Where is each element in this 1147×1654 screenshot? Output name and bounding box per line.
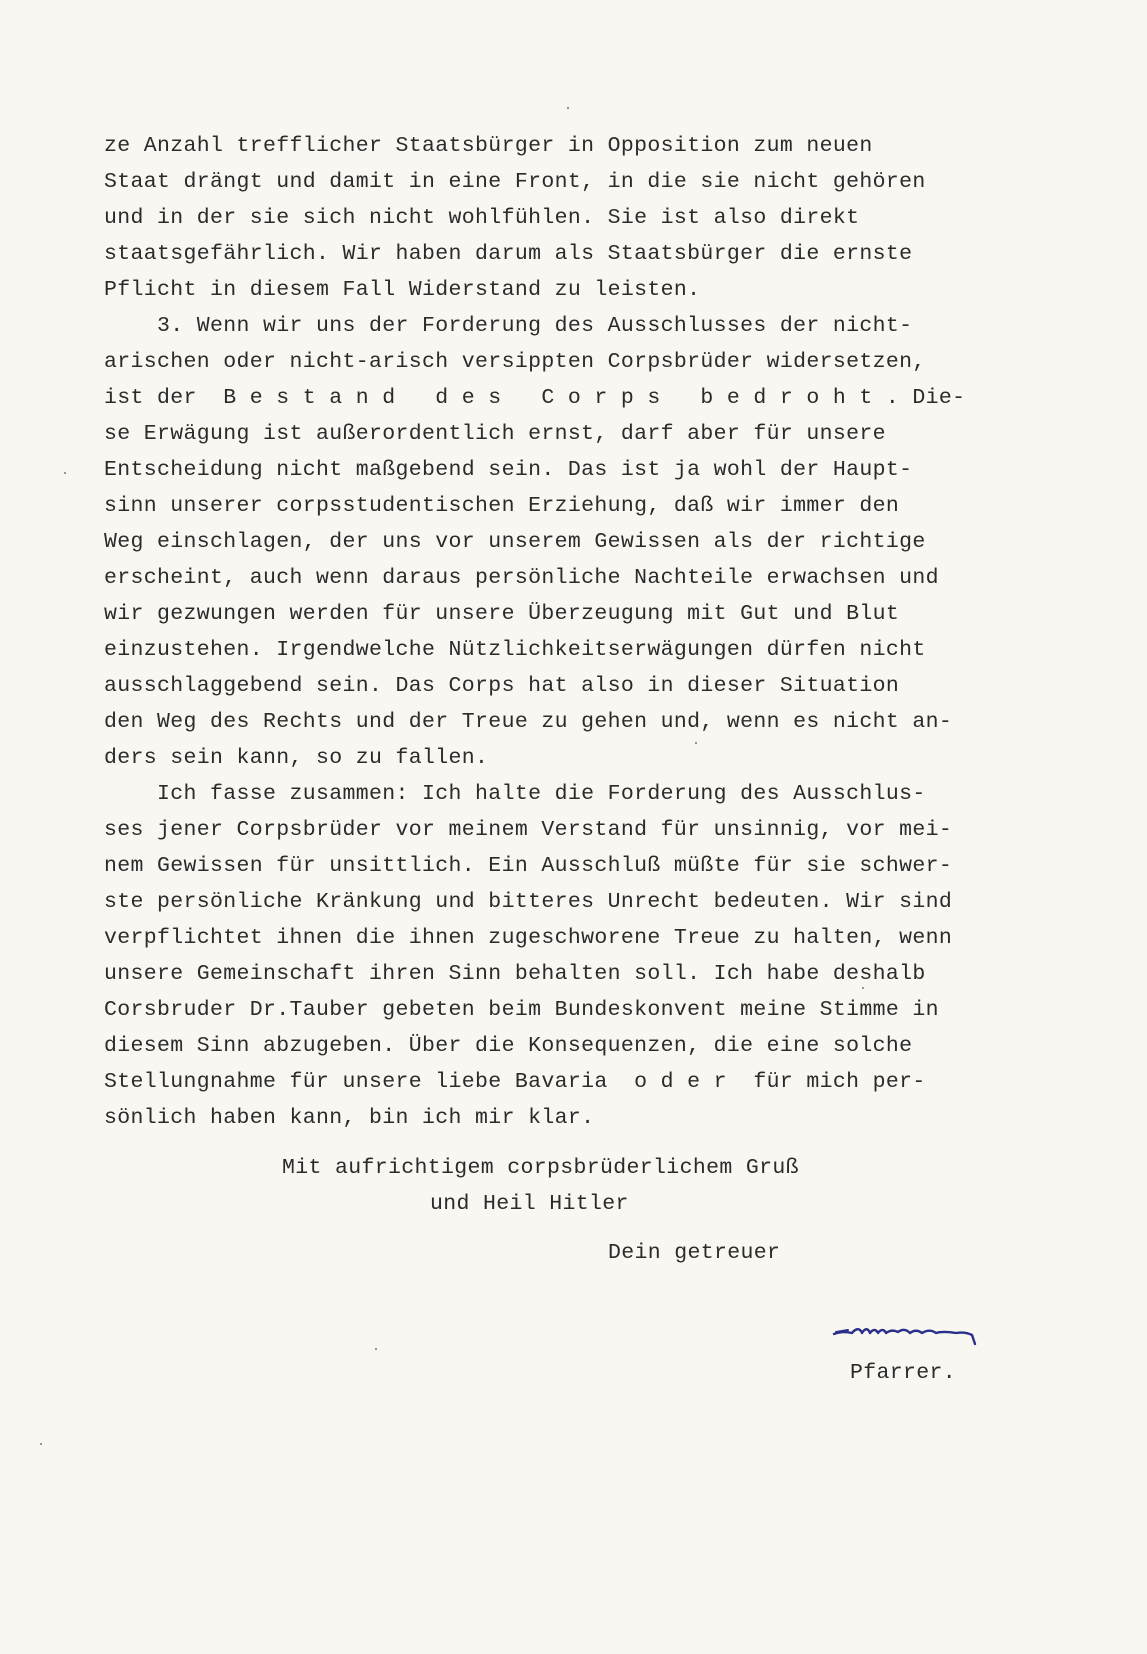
text-line: und in der sie sich nicht wohlfühlen. Sie ist also direkt bbox=[104, 206, 860, 230]
text-line: erscheint, auch wenn daraus persönliche Nachteile erwachsen und bbox=[104, 566, 939, 590]
text-line: wir gezwungen werden für unsere Überzeugung mit Gut und Blut bbox=[104, 602, 900, 626]
text-line: nem Gewissen für unsittlich. Ein Ausschluß müßte für sie schwer- bbox=[104, 854, 953, 878]
text-line: Stellungnahme für unsere liebe Bavaria o d e r für mich per- bbox=[104, 1070, 926, 1094]
text-line: Pflicht in diesem Fall Widerstand zu leisten. bbox=[104, 278, 701, 302]
text-line: ausschlaggebend sein. Das Corps hat also in dieser Situation bbox=[104, 674, 900, 698]
paper-speck bbox=[40, 1443, 42, 1445]
paper-speck bbox=[862, 987, 864, 989]
text-line: ders sein kann, so zu fallen. bbox=[104, 746, 489, 770]
paper-speck bbox=[64, 472, 66, 474]
closing-greeting: Mit aufrichtigem corpsbrüderlichem Gruß bbox=[282, 1156, 799, 1180]
text-line: Staat drängt und damit in eine Front, in die sie nicht gehören bbox=[104, 170, 926, 194]
text-line: ses jener Corpsbrüder vor meinem Verstand für unsinnig, vor mei- bbox=[104, 818, 953, 842]
text-line: einzustehen. Irgendwelche Nützlichkeitserwägungen dürfen nicht bbox=[104, 638, 926, 662]
paper-speck bbox=[695, 742, 697, 744]
text-line: 3. Wenn wir uns der Forderung des Ausschlusses der nicht- bbox=[104, 314, 913, 338]
text-line: Corsbruder Dr.Tauber gebeten beim Bundeskonvent meine Stimme in bbox=[104, 998, 939, 1022]
closing-sign-off: Dein getreuer bbox=[608, 1241, 781, 1265]
text-line: Ich fasse zusammen: Ich halte die Forderung des Ausschlus- bbox=[104, 782, 926, 806]
text-line: den Weg des Rechts und der Treue zu gehen und, wenn es nicht an- bbox=[104, 710, 953, 734]
text-line: Weg einschlagen, der uns vor unserem Gewissen als der richtige bbox=[104, 530, 926, 554]
signer-title: Pfarrer. bbox=[850, 1361, 957, 1385]
text-line: staatsgefährlich. Wir haben darum als Staatsbürger die ernste bbox=[104, 242, 913, 266]
text-line: ste persönliche Kränkung und bitteres Unrecht bedeuten. Wir sind bbox=[104, 890, 953, 914]
text-line: diesem Sinn abzugeben. Über die Konsequenzen, die eine solche bbox=[104, 1034, 913, 1058]
closing-salutation: und Heil Hitler bbox=[430, 1192, 629, 1216]
text-line: se Erwägung ist außerordentlich ernst, darf aber für unsere bbox=[104, 422, 886, 446]
paper-speck bbox=[567, 107, 569, 109]
text-line: unsere Gemeinschaft ihren Sinn behalten soll. Ich habe deshalb bbox=[104, 962, 926, 986]
text-line: Entscheidung nicht maßgebend sein. Das ist ja wohl der Haupt- bbox=[104, 458, 913, 482]
text-line: verpflichtet ihnen die ihnen zugeschworene Treue zu halten, wenn bbox=[104, 926, 953, 950]
text-line: arischen oder nicht-arisch versippten Corpsbrüder widersetzen, bbox=[104, 350, 926, 374]
letter-body bbox=[104, 128, 1064, 1136]
text-line: ist der B e s t a n d d e s C o r p s b e d r o h t . Die- bbox=[104, 386, 966, 410]
text-line: ze Anzahl trefflicher Staatsbürger in Opposition zum neuen bbox=[104, 134, 873, 158]
text-line: sinn unserer corpsstudentischen Erziehung, daß wir immer den bbox=[104, 494, 900, 518]
text-line: sönlich haben kann, bin ich mir klar. bbox=[104, 1106, 595, 1130]
handwritten-signature bbox=[832, 1318, 990, 1354]
paper-speck bbox=[375, 1348, 377, 1350]
